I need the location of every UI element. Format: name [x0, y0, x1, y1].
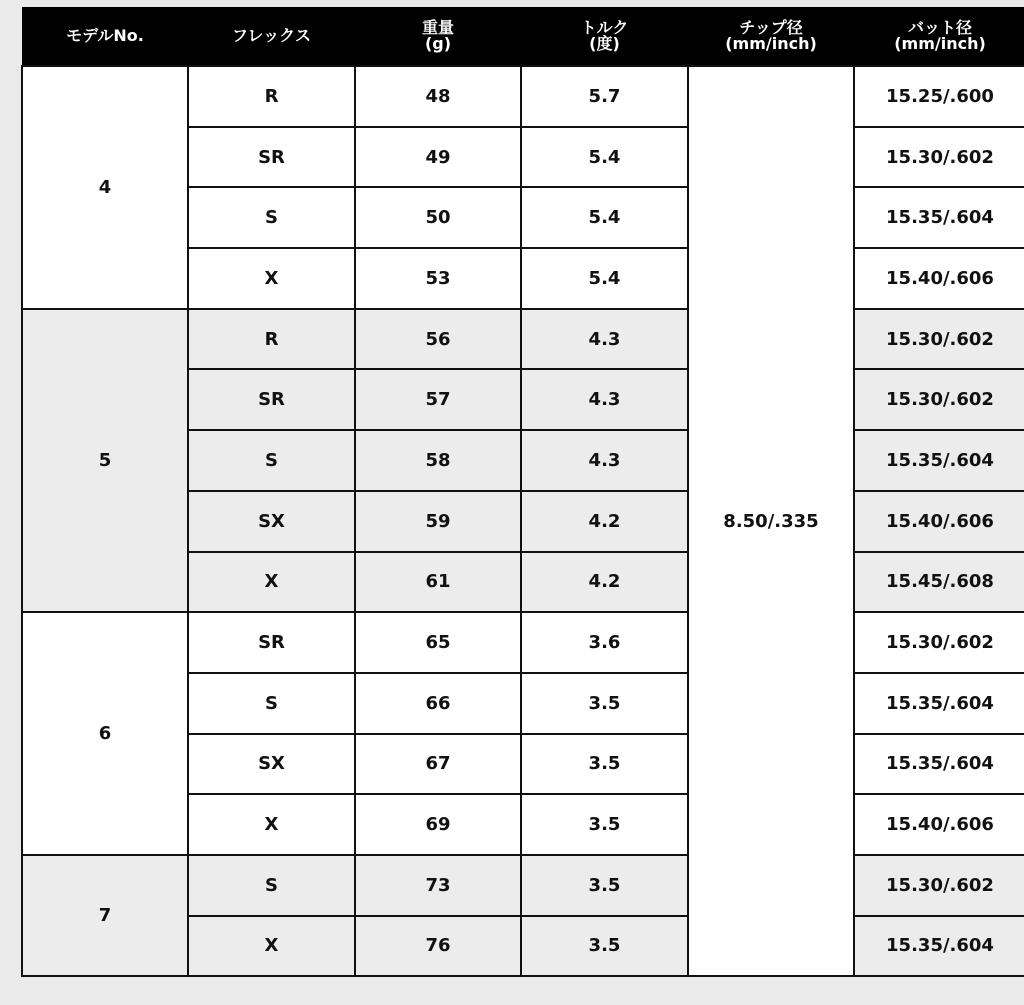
model-number-cell: 4: [22, 66, 188, 309]
header-weight-label: 重量: [421, 18, 454, 37]
flex-cell: X: [188, 552, 355, 613]
header-butt-label: バット径: [907, 18, 972, 37]
torque-cell: 3.5: [521, 855, 688, 916]
butt-diameter-cell: 15.40/.606: [854, 794, 1024, 855]
butt-diameter-cell: 15.25/.600: [854, 66, 1024, 127]
header-row: [22, 7, 1024, 66]
table-row: [22, 309, 1024, 370]
weight-cell: 76: [355, 916, 521, 977]
header-torque-unit: (度): [589, 34, 620, 53]
header-flex-label: フレックス: [231, 26, 312, 45]
header-flex: [188, 7, 355, 66]
butt-diameter-cell: 15.45/.608: [854, 552, 1024, 613]
header-weight-unit: (g): [424, 34, 452, 53]
weight-cell: 66: [355, 673, 521, 734]
flex-cell: R: [188, 66, 355, 127]
flex-cell: SX: [188, 491, 355, 552]
flex-cell: S: [188, 673, 355, 734]
table-row: [22, 855, 1024, 916]
flex-cell: SX: [188, 734, 355, 795]
flex-cell: X: [188, 794, 355, 855]
flex-cell: SR: [188, 612, 355, 673]
flex-cell: X: [188, 916, 355, 977]
flex-cell: S: [188, 855, 355, 916]
weight-cell: 48: [355, 66, 521, 127]
torque-cell: 5.4: [521, 187, 688, 248]
weight-cell: 58: [355, 430, 521, 491]
torque-cell: 4.3: [521, 430, 688, 491]
butt-diameter-cell: 15.40/.606: [854, 248, 1024, 309]
weight-cell: 50: [355, 187, 521, 248]
flex-cell: S: [188, 430, 355, 491]
flex-cell: SR: [188, 127, 355, 188]
torque-cell: 5.4: [521, 127, 688, 188]
torque-cell: 3.5: [521, 673, 688, 734]
weight-cell: 49: [355, 127, 521, 188]
weight-cell: 73: [355, 855, 521, 916]
header-torque-label: トルク: [580, 18, 629, 37]
butt-diameter-cell: 15.35/.604: [854, 916, 1024, 977]
header-torque: [521, 7, 688, 66]
header-butt-unit: (mm/inch): [894, 34, 986, 53]
flex-cell: R: [188, 309, 355, 370]
torque-cell: 4.3: [521, 369, 688, 430]
butt-diameter-cell: 15.30/.602: [854, 309, 1024, 370]
butt-diameter-cell: 15.30/.602: [854, 127, 1024, 188]
model-number-cell: 7: [22, 855, 188, 976]
torque-cell: 4.3: [521, 309, 688, 370]
header-model-label: モデルNo.: [66, 26, 144, 45]
header-tip: [688, 7, 854, 66]
butt-diameter-cell: 15.30/.602: [854, 855, 1024, 916]
weight-cell: 56: [355, 309, 521, 370]
torque-cell: 3.5: [521, 916, 688, 977]
torque-cell: 5.4: [521, 248, 688, 309]
butt-diameter-cell: 15.40/.606: [854, 491, 1024, 552]
model-number-cell: 5: [22, 309, 188, 612]
header-butt: [854, 7, 1024, 66]
butt-diameter-cell: 15.35/.604: [854, 187, 1024, 248]
table-header: [22, 7, 1024, 66]
torque-cell: 3.6: [521, 612, 688, 673]
weight-cell: 65: [355, 612, 521, 673]
weight-cell: 57: [355, 369, 521, 430]
header-tip-label: チップ径: [739, 18, 803, 37]
torque-cell: 4.2: [521, 552, 688, 613]
shaft-spec-table: [21, 7, 1024, 977]
butt-diameter-cell: 15.35/.604: [854, 734, 1024, 795]
flex-cell: S: [188, 187, 355, 248]
table-body: [22, 66, 1024, 976]
flex-cell: X: [188, 248, 355, 309]
butt-diameter-cell: 15.30/.602: [854, 369, 1024, 430]
header-model: [22, 7, 188, 66]
weight-cell: 53: [355, 248, 521, 309]
torque-cell: 5.7: [521, 66, 688, 127]
table-row: [22, 612, 1024, 673]
weight-cell: 59: [355, 491, 521, 552]
tip-diameter-cell: 8.50/.335: [688, 66, 854, 976]
butt-diameter-cell: 15.30/.602: [854, 612, 1024, 673]
table-row: [22, 66, 1024, 127]
torque-cell: 3.5: [521, 794, 688, 855]
weight-cell: 67: [355, 734, 521, 795]
header-weight: [355, 7, 521, 66]
header-tip-unit: (mm/inch): [725, 34, 817, 53]
model-number-cell: 6: [22, 612, 188, 855]
butt-diameter-cell: 15.35/.604: [854, 430, 1024, 491]
torque-cell: 3.5: [521, 734, 688, 795]
flex-cell: SR: [188, 369, 355, 430]
torque-cell: 4.2: [521, 491, 688, 552]
weight-cell: 69: [355, 794, 521, 855]
weight-cell: 61: [355, 552, 521, 613]
butt-diameter-cell: 15.35/.604: [854, 673, 1024, 734]
